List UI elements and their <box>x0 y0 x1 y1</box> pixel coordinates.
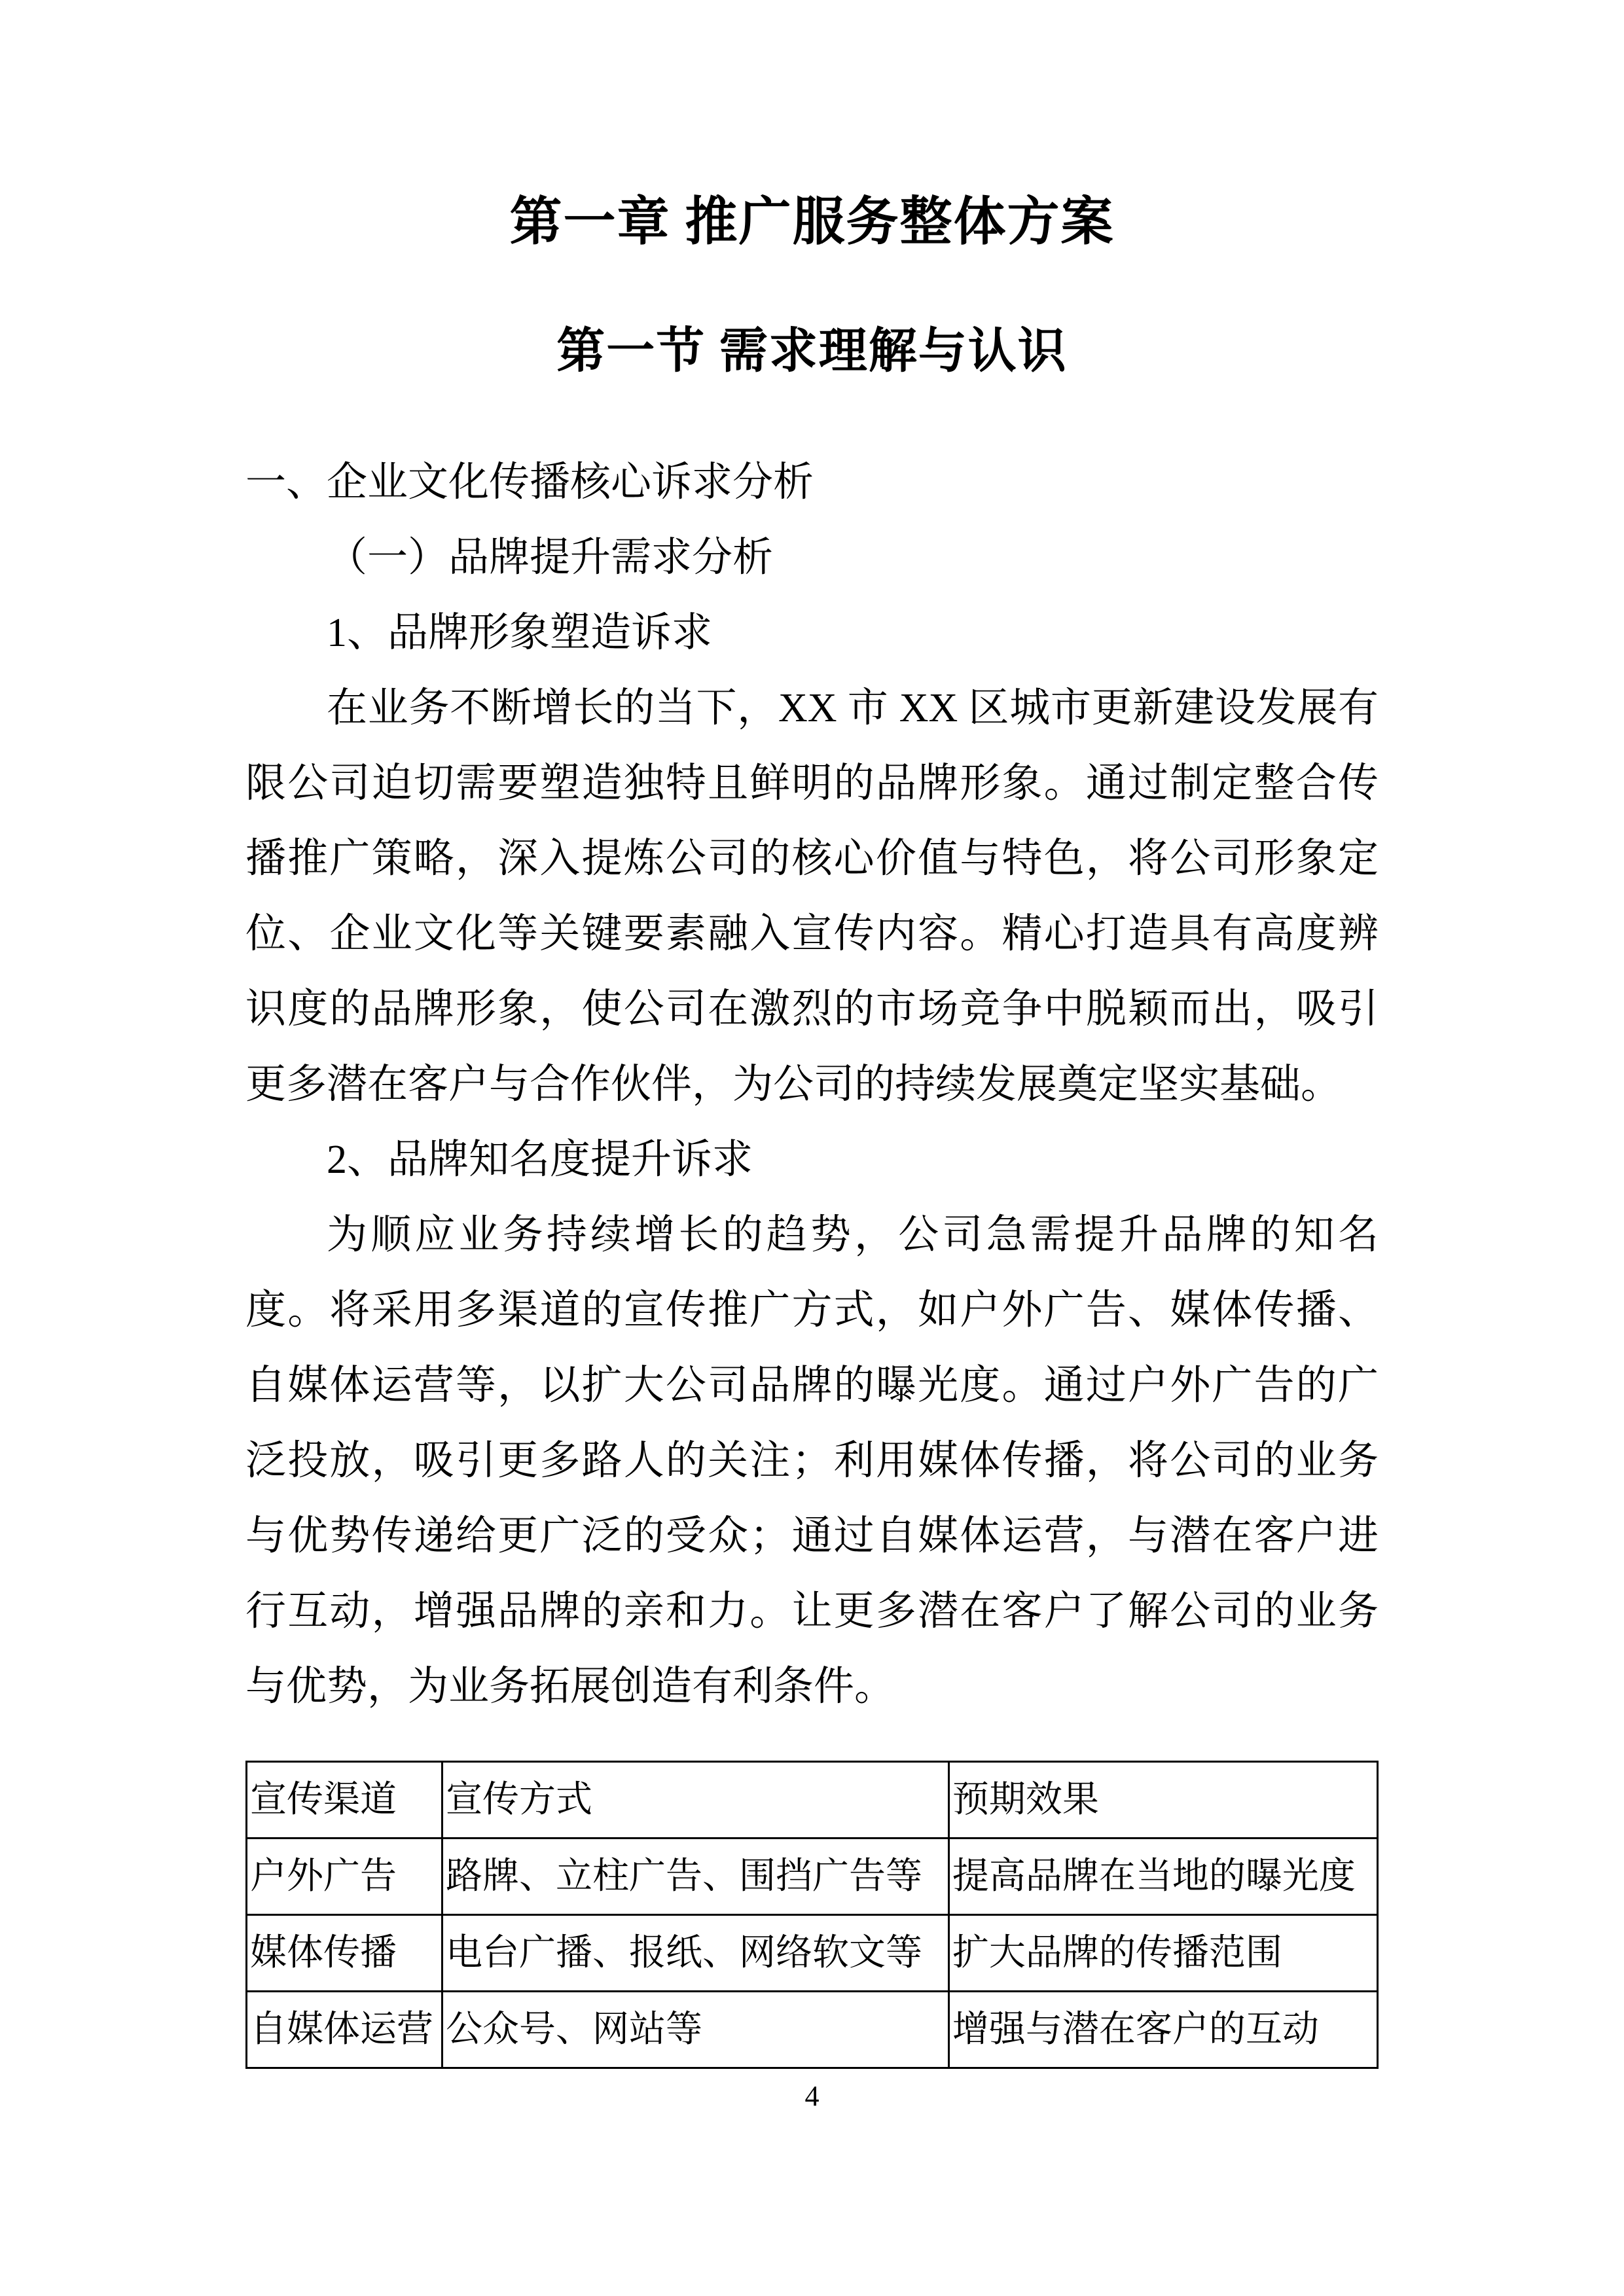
table-header-cell-channel: 宣传渠道 <box>247 1762 442 1839</box>
table-header-cell-method: 宣传方式 <box>442 1762 949 1839</box>
table-header-row <box>247 1762 1378 1839</box>
table-cell: 公众号、网站等 <box>442 1992 949 2068</box>
table-cell: 路牌、立柱广告、围挡广告等 <box>442 1839 949 1915</box>
paragraph-brand-image: 在业务不断增长的当下，XX 市 XX 区城市更新建设发展有限公司迫切需要塑造独特且鲜明的品牌形象。通过制定整合传播推广策略，深入提炼公司的核心价值与特色，将公司形象定位、企业文化等关键要素融入宣传内容。精心打造具有高度辨识度的品牌形象，使公司在激烈的市场竞争中脱颖而出，吸引更多潜在客户与合作伙伴，为公司的持续发展奠定坚实基础。 <box>245 686 1379 1107</box>
heading-level-2: （一）品牌提升需求分析 <box>327 535 774 580</box>
heading-level-3-brand-image: 1、品牌形象塑造诉求 <box>327 611 713 655</box>
paragraph-brand-awareness: 为顺应业务持续增长的趋势，公司急需提升品牌的知名度。将采用多渠道的宣传推广方式，如户外广告、媒体传播、自媒体运营等，以扩大公司品牌的曝光度。通过户外广告的广泛投放，吸引更多路人的关注；利用媒体传播，将公司的业务与优势传递给更广泛的受众；通过自媒体运营，与潜在客户进行互动，增强品牌的亲和力。让更多潜在客户了解公司的业务与优势，为业务拓展创造有利条件。 <box>245 1213 1379 1709</box>
table-cell: 户外广告 <box>247 1839 442 1915</box>
table-cell: 自媒体运营 <box>247 1992 442 2068</box>
table-row-media <box>247 1915 1378 1992</box>
promotion-channels-table <box>245 1761 1379 2069</box>
section-title: 第一节 需求理解与认识 <box>556 325 1068 378</box>
chapter-title: 第一章 推广服务整体方案 <box>509 194 1115 251</box>
heading-level-1: 一、企业文化传播核心诉求分析 <box>245 460 814 505</box>
table-cell: 媒体传播 <box>247 1915 442 1992</box>
page-number: 4 <box>804 2080 820 2112</box>
table-cell: 扩大品牌的传播范围 <box>948 1915 1377 1992</box>
table-header-cell-effect: 预期效果 <box>948 1762 1377 1839</box>
table-cell: 增强与潜在客户的互动 <box>948 1992 1377 2068</box>
heading-level-3-brand-awareness: 2、品牌知名度提升诉求 <box>327 1138 753 1182</box>
table-row-outdoor-ads <box>247 1839 1378 1915</box>
document-body <box>245 445 1379 2069</box>
table-cell: 提高品牌在当地的曝光度 <box>948 1839 1377 1915</box>
table-row-self-media <box>247 1992 1378 2068</box>
table-cell: 电台广播、报纸、网络软文等 <box>442 1915 949 1992</box>
